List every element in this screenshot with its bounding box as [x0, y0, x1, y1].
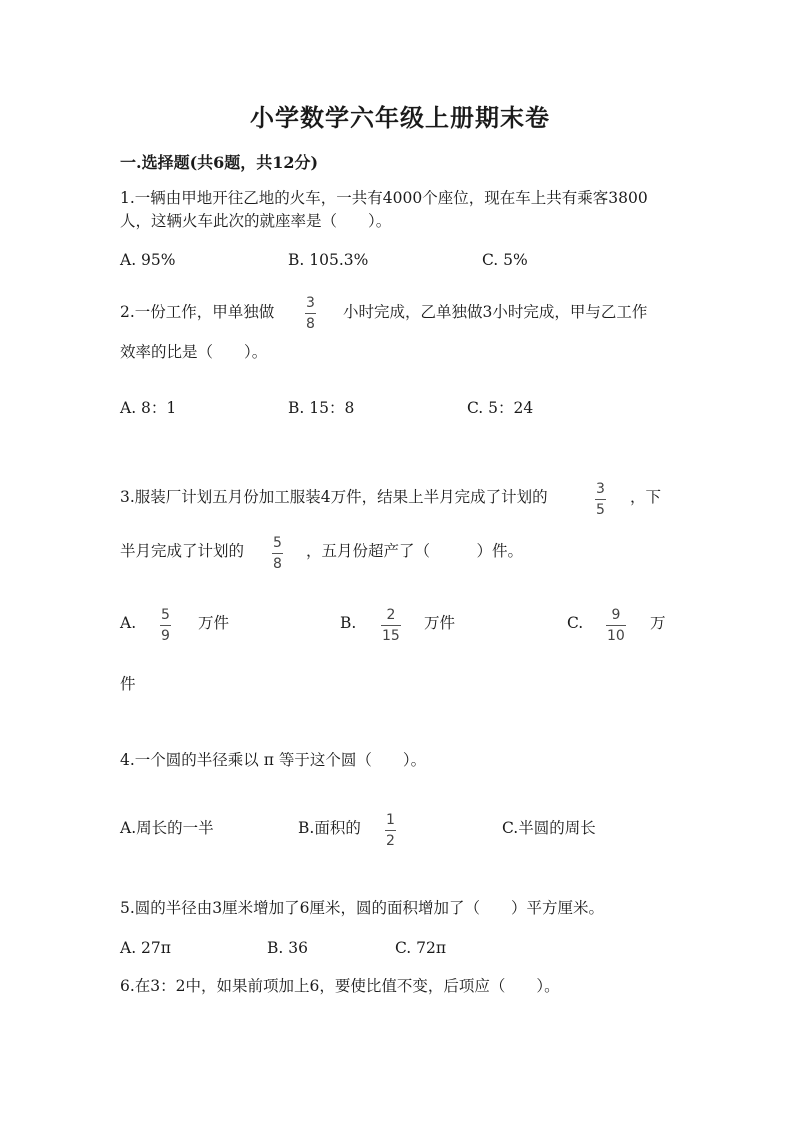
question-3-option-a-label: A. [120, 614, 137, 632]
fraction-numerator: 5 [273, 535, 282, 551]
fraction-bar [606, 625, 626, 626]
fraction-bar [595, 499, 606, 500]
question-1-line2: 人，这辆火车此次的就座率是（ ）。 [120, 212, 392, 230]
fraction [385, 812, 396, 849]
fraction-denominator: 8 [273, 556, 282, 572]
question-2-line2: 效率的比是（ ）。 [120, 343, 268, 361]
fraction [272, 535, 283, 572]
fraction-bar [160, 625, 171, 626]
question-1-option-a: A. 95% [120, 251, 176, 269]
fraction-numerator: 5 [161, 607, 170, 623]
page-title: 小学数学六年级上册期末卷 [250, 103, 550, 132]
question-2-text-post: 小时完成，乙单独做3小时完成，甲与乙工作 [343, 303, 648, 321]
question-5-text: 5.圆的半径由3厘米增加了6厘米，圆的面积增加了（ ）平方厘米。 [120, 899, 605, 917]
question-1-option-b: B. 105.3% [288, 251, 369, 269]
question-4-option-c: C.半圆的周长 [502, 819, 596, 837]
question-4-option-a: A.周长的一半 [120, 819, 214, 837]
question-3-option-a-unit: 万件 [198, 614, 230, 632]
question-2-option-b: B. 15：8 [288, 399, 355, 417]
question-3-line2-post: ，五月份超产了（ ）件。 [306, 542, 524, 560]
fraction-numerator: 1 [386, 812, 395, 828]
fraction-numerator: 2 [386, 607, 396, 623]
question-2-option-c: C. 5：24 [467, 399, 534, 417]
fraction [595, 481, 606, 518]
fraction [381, 607, 401, 644]
fraction-numerator: 3 [306, 295, 315, 311]
question-4-text: 4.一个圆的半径乘以 π 等于这个圆（ ）。 [120, 751, 427, 769]
question-1-line1: 1.一辆由甲地开往乙地的火车，一共有4000个座位，现在车上共有乘客3800 [120, 189, 648, 207]
question-5-option-a: A. 27π [120, 939, 171, 957]
fraction [305, 295, 316, 332]
fraction-denominator: 15 [382, 628, 400, 644]
fraction-bar [381, 625, 401, 626]
fraction-denominator: 10 [607, 628, 625, 644]
question-3-option-c-label: C. [567, 614, 584, 632]
fraction-bar [305, 313, 316, 314]
fraction-bar [385, 830, 396, 831]
section-heading: 一.选择题(共6题，共12分) [120, 153, 319, 172]
question-3-option-c-wrap: 件 [120, 675, 136, 693]
fraction-numerator: 9 [611, 607, 621, 623]
question-3-line2-pre: 半月完成了计划的 [120, 542, 245, 560]
question-2-text-pre: 2.一份工作，甲单独做 [120, 303, 275, 321]
fraction-denominator: 9 [161, 628, 170, 644]
fraction-denominator: 8 [306, 316, 315, 332]
question-3-option-b-unit: 万件 [424, 614, 456, 632]
question-5-option-c: C. 72π [395, 939, 447, 957]
question-3-text-post: ，下 [630, 488, 662, 506]
fraction [606, 607, 626, 644]
question-6-text: 6.在3：2中，如果前项加上6，要使比值不变，后项应（ ）。 [120, 977, 560, 995]
question-2-option-a: A. 8：1 [120, 399, 177, 417]
question-5-option-b: B. 36 [267, 939, 308, 957]
question-3-option-b-label: B. [340, 614, 357, 632]
fraction [160, 607, 171, 644]
question-3-option-c-unit: 万 [650, 614, 666, 632]
question-3-text-pre: 3.服装厂计划五月份加工服装4万件，结果上半月完成了计划的 [120, 488, 548, 506]
question-4-option-b: B.面积的 [298, 819, 361, 837]
fraction-numerator: 3 [596, 481, 605, 497]
fraction-bar [272, 553, 283, 554]
fraction-denominator: 2 [386, 833, 395, 849]
fraction-denominator: 5 [596, 502, 605, 518]
question-1-option-c: C. 5% [482, 251, 528, 269]
